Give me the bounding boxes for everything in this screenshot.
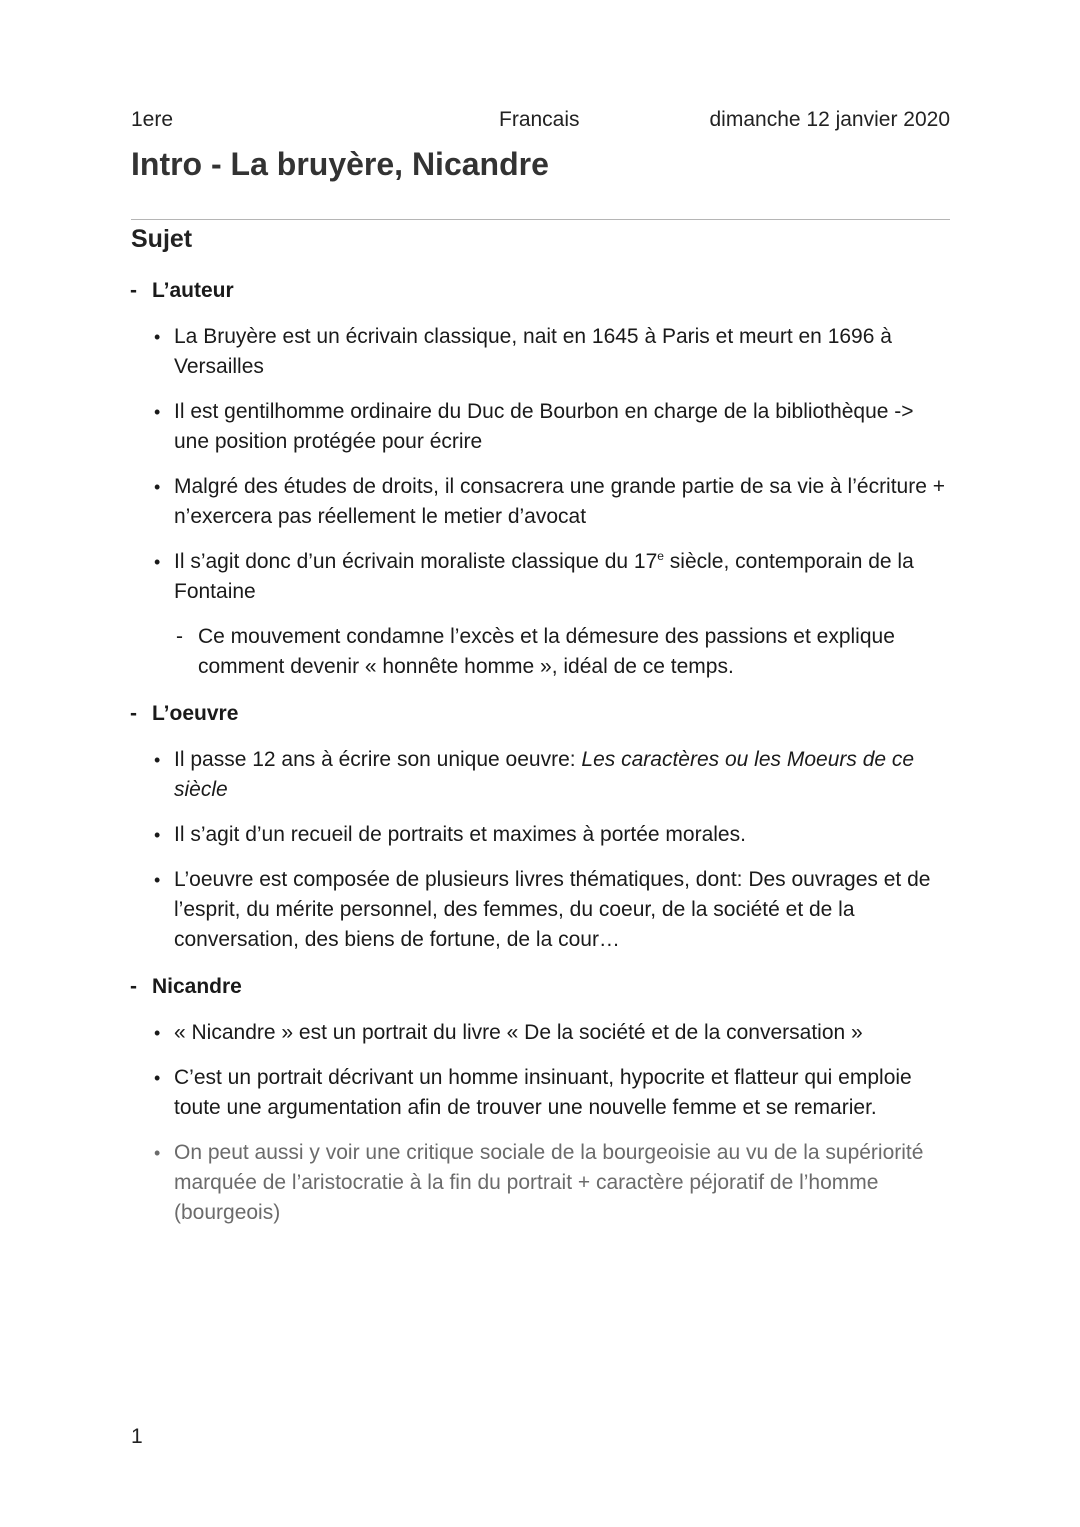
bullet-dot: • <box>154 477 161 497</box>
dash-marker: - <box>176 625 183 648</box>
bullet-text-before: Il passe 12 ans à écrire son unique oeuvre: <box>174 748 582 771</box>
auteur-bullet-list <box>0 322 1080 607</box>
dash-marker: - <box>130 279 137 302</box>
list-item <box>154 1018 954 1048</box>
heading-auteur <box>130 276 1080 306</box>
title-divider <box>131 219 950 220</box>
bullet-text-before: Il s’agit donc d’un écrivain moraliste classique du 17 <box>174 550 658 573</box>
book-title: Les caractères ou les Moeurs de ce siècle <box>174 748 915 801</box>
header-class: 1ere <box>131 108 174 131</box>
bullet-dot: • <box>154 1023 161 1043</box>
bullet-text: « Nicandre » est un portrait du livre « De la société et de la conversation » <box>174 1021 863 1044</box>
sub-item <box>176 622 948 682</box>
list-item <box>154 472 954 532</box>
page-header <box>131 108 950 136</box>
list-item <box>154 1138 954 1228</box>
bullet-dot: • <box>154 825 161 845</box>
bullet-dot: • <box>154 1068 161 1088</box>
bullet-dot: • <box>154 327 161 347</box>
bullet-dot: • <box>154 402 161 422</box>
list-item <box>154 1063 954 1123</box>
page-number: 1 <box>131 1425 143 1448</box>
bullet-text: Il est gentilhomme ordinaire du Duc de Bourbon en charge de la bibliothèque -> une position protégée pour écrire <box>174 400 914 453</box>
bullet-dot: • <box>154 750 161 770</box>
superscript: e <box>657 549 664 563</box>
heading-oeuvre <box>130 699 1080 729</box>
dash-marker: - <box>130 975 137 998</box>
bullet-text: Il s’agit d’un recueil de portraits et maximes à portée morales. <box>174 823 746 846</box>
list-item <box>154 547 954 607</box>
bullet-text: C’est un portrait décrivant un homme insinuant, hypocrite et flatteur qui emploie toute une argumentation afin de trouver une nouvelle femme et se remarier. <box>174 1066 912 1119</box>
sub-item-text: Ce mouvement condamne l’excès et la démesure des passions et explique comment devenir « honnête homme », idéal de ce temps. <box>198 625 895 678</box>
bullet-text: La Bruyère est un écrivain classique, nait en 1645 à Paris et meurt en 1696 à Versailles <box>174 325 892 378</box>
header-date: dimanche 12 janvier 2020 <box>709 108 950 131</box>
bullet-dot: • <box>154 1143 161 1163</box>
nicandre-bullet-list <box>0 1018 1080 1228</box>
list-item <box>154 397 954 457</box>
bullet-text-after: siècle, contemporain de la Fontaine <box>174 550 914 603</box>
heading-nicandre <box>130 972 1080 1002</box>
oeuvre-bullet-list <box>0 745 1080 955</box>
list-item <box>154 322 954 382</box>
bullet-dot: • <box>154 870 161 890</box>
heading-label: Nicandre <box>152 975 242 998</box>
page-title: Intro - La bruyère, Nicandre <box>131 146 549 182</box>
list-item <box>154 820 954 850</box>
heading-label: L’oeuvre <box>152 702 239 725</box>
section-heading: Sujet <box>131 225 193 253</box>
header-subject: Francais <box>499 108 580 131</box>
list-item <box>154 865 954 955</box>
heading-label: L’auteur <box>152 279 234 302</box>
list-item <box>154 745 954 805</box>
document-body <box>0 276 1080 1228</box>
bullet-text: On peut aussi y voir une critique sociale de la bourgeoisie au vu de la supériorité marquée de l’aristocratie à la fin du portrait + caractère péjoratif de l’homme (bourgeois) <box>174 1141 924 1224</box>
bullet-text: L’oeuvre est composée de plusieurs livres thématiques, dont: Des ouvrages et de l’esprit, du mérite personnel, des femmes, du coeur, de la société et de la conversation, des biens de fortune, de la cour… <box>174 868 931 951</box>
bullet-text: Malgré des études de droits, il consacrera une grande partie de sa vie à l’écriture + n’exercera pas réellement le metier d’avocat <box>174 475 946 528</box>
dash-marker: - <box>130 702 137 725</box>
bullet-dot: • <box>154 552 161 572</box>
